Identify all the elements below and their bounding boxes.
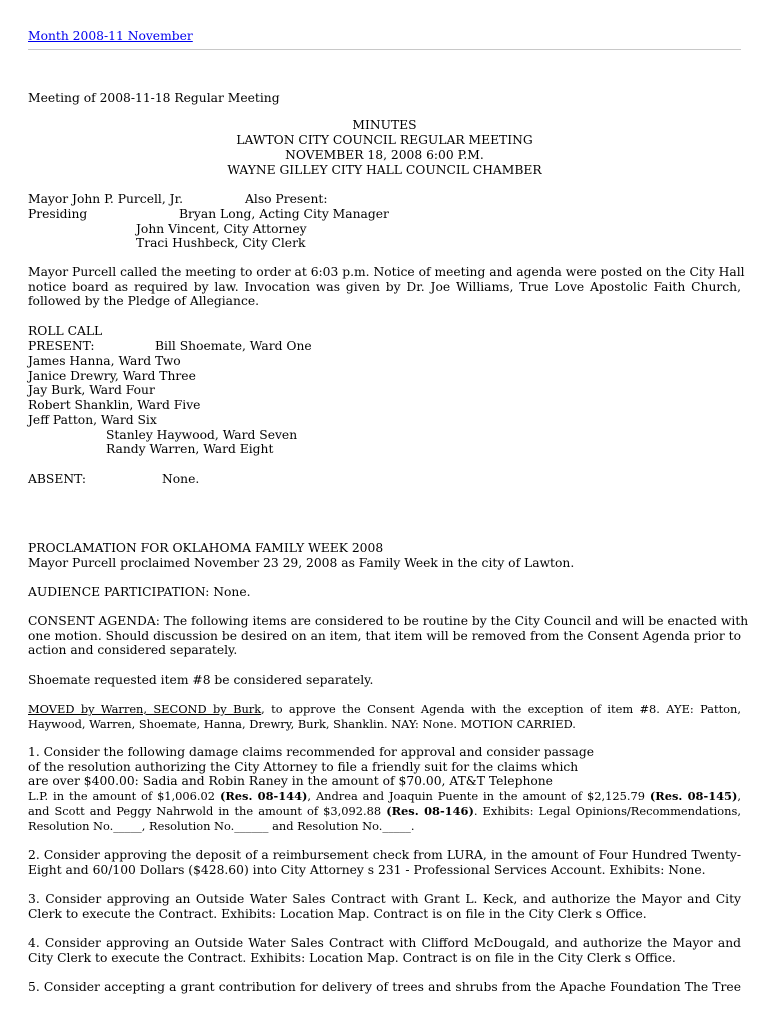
header-line: WAYNE GILLEY CITY HALL COUNCIL CHAMBER xyxy=(227,163,542,177)
text-line: 3. Consider approving an Outside Water Sales Contract with Grant L. Keck, and authorize the Mayor and City xyxy=(28,892,741,906)
item1-text: L.P. in the amount of $1,006.02 xyxy=(28,789,220,804)
item1-text: . Exhibits: Legal Opinions/Recommendations, xyxy=(473,803,741,818)
month-link[interactable]: Month 2008-11 November xyxy=(28,29,193,43)
text-line: action and considered separately. xyxy=(28,643,238,658)
text-line: 5. Consider accepting a grant contribution for delivery of trees and shrubs from the Apache Foundation The Tree xyxy=(28,980,741,994)
absent-value: None. xyxy=(162,472,200,486)
text-line: Haywood, Warren, Shoemate, Hanna, Drewry, Burk, Shanklin. NAY: None. MOTION CARRIED. xyxy=(28,716,576,731)
text-line: one motion. Should discussion be desired on an item, that item will be removed from the Consent Agenda prior to xyxy=(28,628,741,643)
text-line xyxy=(28,804,741,819)
proclamation-heading: PROCLAMATION FOR OKLAHOMA FAMILY WEEK 2008 xyxy=(28,541,384,555)
proclamation-text: Mayor Purcell proclaimed November 23 29, 2008 as Family Week in the city of Lawton. xyxy=(28,556,575,570)
resolution-number: (Res. 08-146) xyxy=(386,803,474,818)
text-line: City Clerk to execute the Contract. Exhibits: Location Map. Contract is on file in the City Clerk s Office. xyxy=(28,950,676,965)
meeting-title: Meeting of 2008-11-18 Regular Meeting xyxy=(28,91,280,105)
header-line: MINUTES xyxy=(352,118,417,132)
absent-label: ABSENT: xyxy=(28,472,86,486)
agenda-item-3 xyxy=(28,892,741,921)
member-ward-four: Jay Burk, Ward Four xyxy=(28,383,155,397)
member-ward-six: Jeff Patton, Ward Six xyxy=(28,413,157,427)
official-city-manager: Bryan Long, Acting City Manager xyxy=(179,207,389,221)
text-line xyxy=(28,789,741,804)
minutes-header xyxy=(28,118,741,178)
member-ward-two: James Hanna, Ward Two xyxy=(28,354,181,368)
text-line: of the resolution authorizing the City Attorney to file a friendly suit for the claims which xyxy=(28,759,579,774)
shoemate-request: Shoemate requested item #8 be considered separately. xyxy=(28,673,374,687)
agenda-item-2 xyxy=(28,848,741,877)
member-ward-one: Bill Shoemate, Ward One xyxy=(155,339,312,353)
header-line: LAWTON CITY COUNCIL REGULAR MEETING xyxy=(236,133,533,147)
moved-second: MOVED by Warren, SECOND by Burk xyxy=(28,702,262,716)
text-line: 4. Consider approving an Outside Water Sales Contract with Clifford McDougald, and authorize the Mayor and xyxy=(28,936,741,950)
member-ward-eight: Randy Warren, Ward Eight xyxy=(106,442,274,456)
resolution-number: (Res. 08-144) xyxy=(219,789,308,804)
item1-text: , Andrea and Joaquin Puente in the amount of $2,125.79 xyxy=(307,789,650,804)
official-city-clerk: Traci Hushbeck, City Clerk xyxy=(136,236,306,250)
text-line: 1. Consider the following damage claims recommended for approval and consider passage xyxy=(28,745,595,759)
agenda-item-4 xyxy=(28,936,741,965)
separator xyxy=(28,49,741,50)
text-line xyxy=(28,702,741,717)
text-line: CONSENT AGENDA: The following items are considered to be routine by the City Council and will be enacted with xyxy=(28,614,749,628)
member-ward-five: Robert Shanklin, Ward Five xyxy=(28,398,201,412)
call-to-order-paragraph xyxy=(28,265,745,309)
item1-text: , xyxy=(737,789,741,804)
member-ward-three: Janice Drewry, Ward Three xyxy=(28,369,196,383)
text-line: notice board as required by law. Invocation was given by Dr. Joe Williams, True Love Apostolic Faith Church, xyxy=(28,279,741,294)
motion-paragraph xyxy=(28,702,741,731)
agenda-item-1 xyxy=(28,745,741,833)
text-line: followed by the Pledge of Allegiance. xyxy=(28,294,260,309)
mayor-name: Mayor John P. Purcell, Jr. xyxy=(28,192,184,206)
present-label: PRESENT: xyxy=(28,339,95,353)
roll-call-heading: ROLL CALL xyxy=(28,324,103,338)
consent-agenda-paragraph xyxy=(28,614,749,658)
text-line: are over $400.00: Sadia and Robin Raney in the amount of $70.00, AT&T Telephone xyxy=(28,774,553,789)
official-city-attorney: John Vincent, City Attorney xyxy=(136,222,307,236)
header-line: NOVEMBER 18, 2008 6:00 P.M. xyxy=(285,148,484,162)
text-line: 2. Consider approving the deposit of a reimbursement check from LURA, in the amount of Four Hundred Twenty- xyxy=(28,848,741,862)
text-line: Resolution No._____, Resolution No.______ and Resolution No._____. xyxy=(28,818,415,833)
motion-text: , to approve the Consent Agenda with the exception of item #8. AYE: Patton, xyxy=(261,702,741,716)
presiding-label: Presiding xyxy=(28,207,88,221)
resolution-number: (Res. 08-145) xyxy=(649,789,738,804)
text-line: Eight and 60/100 Dollars ($428.60) into City Attorney s 231 - Professional Services Account. Exhibits: None. xyxy=(28,862,706,877)
text-line: Clerk to execute the Contract. Exhibits: Location Map. Contract is on file in the City Clerk s Office. xyxy=(28,906,647,921)
member-ward-seven: Stanley Haywood, Ward Seven xyxy=(106,428,298,442)
also-present-label: Also Present: xyxy=(245,192,328,206)
text-line: Mayor Purcell called the meeting to order at 6:03 p.m. Notice of meeting and agenda were posted on the City Hall xyxy=(28,265,745,279)
item1-text: and Scott and Peggy Nahrwold in the amount of $3,092.88 xyxy=(28,803,387,818)
audience-participation: AUDIENCE PARTICIPATION: None. xyxy=(28,585,251,599)
agenda-item-5 xyxy=(28,980,741,995)
